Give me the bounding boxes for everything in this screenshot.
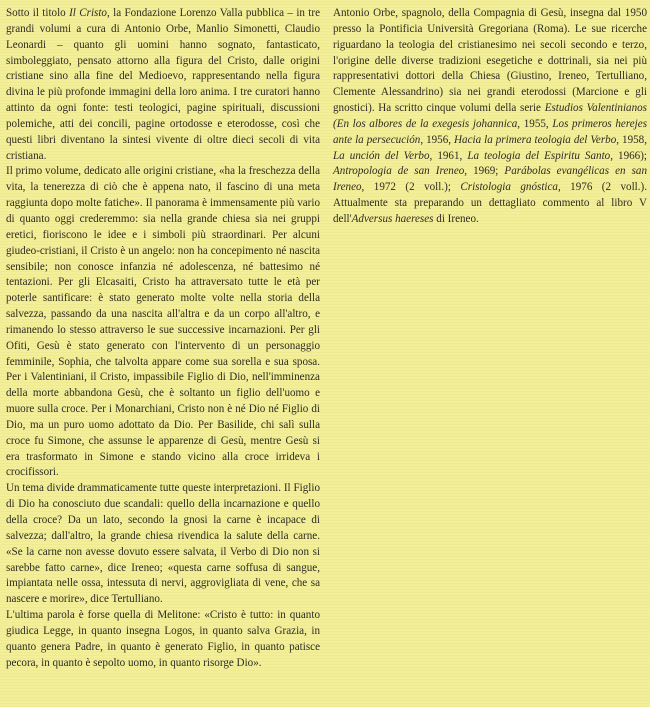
work-title: Antropologia de san Ireneo (333, 165, 465, 178)
work-title: (En los albores de la exegesis johannica (333, 117, 518, 130)
work-year: , 1961, (429, 149, 468, 162)
closing-paragraph: L'ultima parola è forse quella di Melitone: «Cristo è tutto: in quanto giudica Legge, in quanto insegna Logos, in quanto salva Grazia, in quanto genera Padre, in quanto è generato Figlio, in quanto patisce pecora, in quanto è sepolto uomo, in quanto risorge Dio». (6, 609, 320, 669)
bio-text: Antonio Orbe, spagnolo, della Compagnia di Gesù, insegna dal 1950 presso la Pontificia Università Gregoriana (Roma). Le sue ricerche riguardano la teologia del cristianesimo nei secoli secondo e terzo, l'origine delle diverse tradizioni esegetiche e dottrinali, sia nei più rappresentativi dottori della Chiesa (Giustino, Ireneo, Tertulliano, Clemente Alessandrino) sia nei grandi eterodossi (Marcione e gli gnostici). Ha scritto cinque volumi della serie (333, 7, 647, 115)
work-title: La unción del Verbo (333, 149, 430, 162)
description-column (6, 6, 320, 671)
first-volume-paragraph: Il primo volume, dedicato alle origini cristiane, «ha la freschezza della vita, la tenerezza di ciò che è appena nato, il fascino di una meta raggiunta dopo molte fatiche». Il panorama è immensamente più vario di quanto oggi crederemmo: sia nella grande chiesa sia nei gruppi eretici, fioriscono le idee e i simboli più straordinari. Per alcuni giudeo-cristiani, il Cristo è un angelo: non ha concepimento né nascita sensibile; non conosce infanzia né adolescenza, né battesimo né tentazioni. Per gli Elcasaiti, Cristo ha attraversato tutte le età per poterle santificare: è stato generato molte volte nella storia della salvezza, passando da una nascita all'altra e da un corpo all'altro, e rimanendo lo stesso attraverso le sue successive incarnazioni. Per gli Ofiti, Gesù è stato generato con l'intervento di un personaggio femminile, Sophia, che talvolta appare come sua sorella e sua sposa. Per i Valentiniani, il Cristo, impassibile Figlio di Dio, nell'imminenza della morte abbandona Gesù, che è soltanto un figlio dell'uomo e muore sulla croce. Per i Monarchiani, Cristo non è né Dio né Figlio di Dio, ma un puro uomo adottato da Dio. Per Basilide, chi salì sulla croce fu Simone, che assunse le apparenze di Gesù, mentre Gesù si era trasformato in Simone e stando vicino alla croce irrideva i crocifissori. (6, 165, 320, 479)
work-year: , 1969; (464, 165, 505, 178)
author-bio-paragraph (333, 6, 647, 228)
work-year: , 1972 (2 voll.); (361, 181, 461, 194)
work-title: La teologia del Espiritu Santo (467, 149, 611, 162)
work-title: Cristologia gnóstica (460, 181, 558, 194)
intro-paragraph (6, 6, 320, 164)
author-bio-column (333, 6, 647, 228)
work-title: Los primeros herejes ante la persecución (333, 117, 648, 146)
work-year: , 1955, (517, 117, 553, 130)
work-year: , 1958, (616, 133, 647, 146)
intro-text-rest: , la Fondazione Lorenzo Valla pubblica – in tre grandi volumi a cura di Antonio Orbe, Manlio Simonetti, Claudio Leonardi – quanto gli uomini hanno sognato, fantasticato, simboleggiato, pensato attorno alla figura del Cristo, dalle origini cristiane sino alla fine del Medioevo, rappresentando nella figura divina le più profonde immagini della loro anima. I tre curatori hanno attinto da ogni fonte: testi teologici, pagine spirituali, discussioni polemiche, atti dei concili, pagine ortodosse e eterodosse, così che questi libri diventano la sintesi vivente di oltre dieci secoli di vita cristiana. (6, 7, 321, 162)
theme-paragraph: Un tema divide drammaticamente tutte queste interpretazioni. Il Figlio di Dio ha conosciuto due scandali: quello della incarnazione e quello della croce? Da un lato, secondo la gnosi la carne è incapace di salvezza; dall'altro, la grande chiesa rivendica la salute della carne. «Se la carne non avesse dovuto essere salvata, il Verbo di Dio non si sarebbe fatto carne», dice Ireneo; «questa carne soffusa di sangue, impiantata nelle ossa, intessuta di nervi, aggrovigliata di vene, che sa nascere e morire», dice Tertulliano. (6, 482, 320, 606)
work-title: Parábolas evangélicas en san Ireneo (333, 165, 648, 194)
work-year: , 1966); (610, 149, 647, 162)
work-year: , 1976 (2 voll.). Attualmente sta preparando un dettagliato commento al libro V dell' (333, 181, 647, 225)
series-title: Estudios Valentinianos (544, 102, 648, 115)
work-year: , 1956, (420, 133, 455, 146)
work-title: Hacia la primera teologia del Verbo (454, 133, 617, 146)
bio-ending: di Ireneo. (433, 212, 479, 225)
book-title: Il Cristo (69, 7, 107, 19)
intro-text-start: Sotto il titolo (6, 7, 70, 19)
work-title: Adversus haereses (351, 212, 434, 225)
